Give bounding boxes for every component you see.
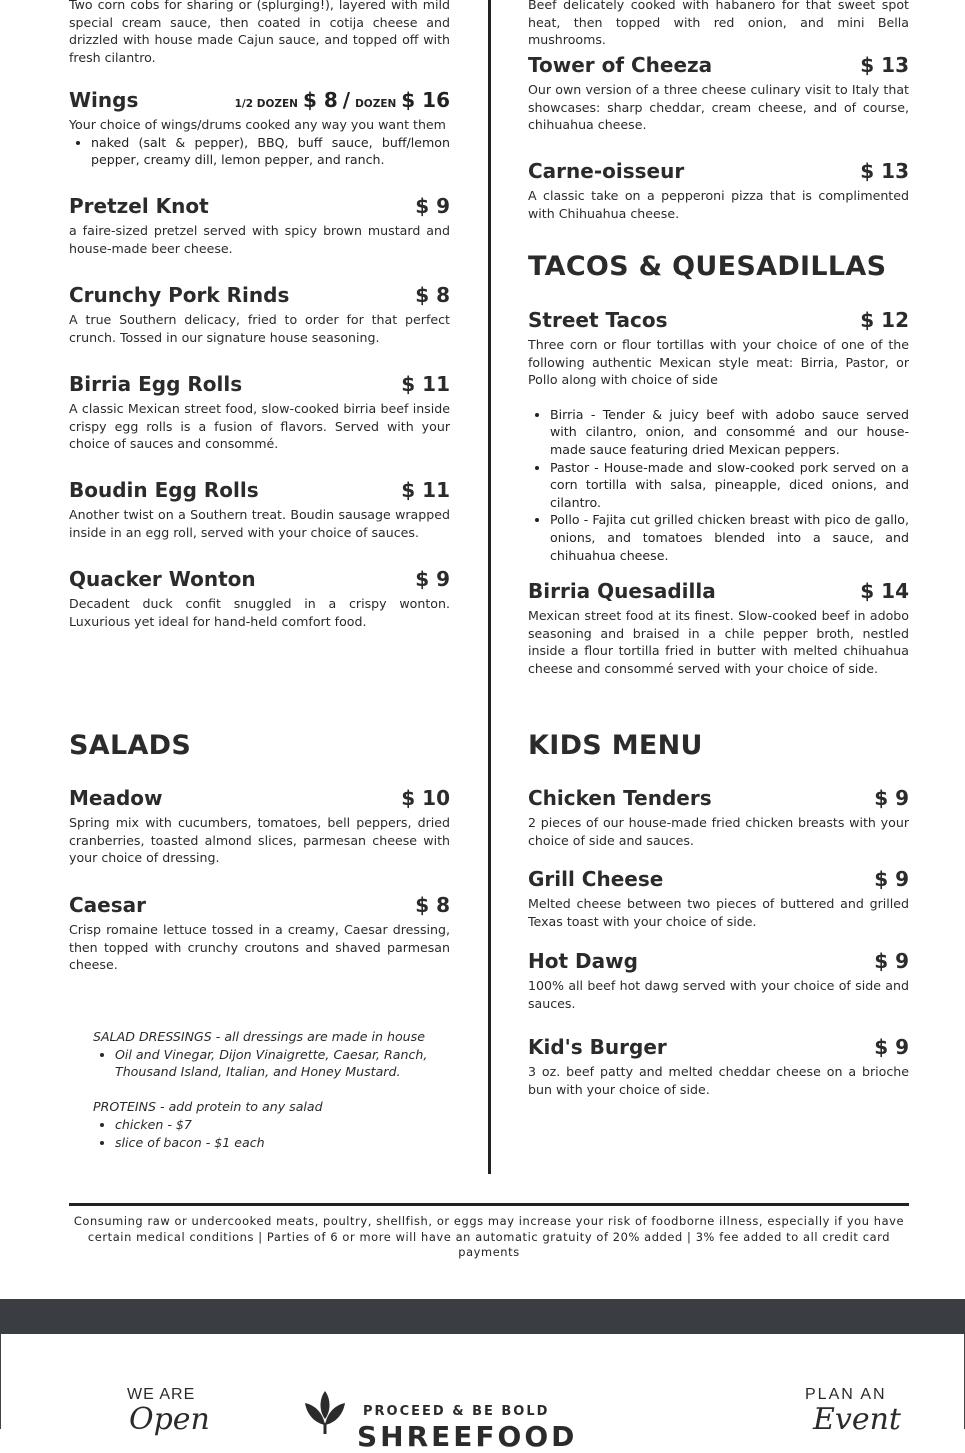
plan-an-label: PLAN AN xyxy=(805,1386,887,1403)
item-description: Our own version of a three cheese culinary visit to Italy that showcases: sharp cheddar, cream cheese, and of course, chihuahua cheese. xyxy=(528,82,909,133)
proteins-list xyxy=(93,1116,438,1151)
menu-item-street-tacos xyxy=(528,308,909,564)
dressings-heading: SALAD DRESSINGS - all dressings are made in house xyxy=(93,1029,425,1044)
item-price: $ 9 xyxy=(415,567,450,591)
menu-item-birria-egg-rolls xyxy=(69,372,450,453)
taco-meats-list xyxy=(528,406,909,564)
menu-item-hot-dawg xyxy=(528,949,909,1012)
list-item: • Pollo - Fajita cut grilled chicken breast with pico de gallo, onions, and tomatoes blended into a sauce, and chihuahua cheese. xyxy=(550,511,909,564)
item-price: $ 13 xyxy=(860,53,909,77)
footer xyxy=(0,1334,965,1453)
item-description: Beef delicately cooked with habanero for that sweet spot heat, then topped with red onion, and mini Bella mushrooms. xyxy=(528,0,909,48)
item-description: 2 pieces of our house-made fried chicken breasts with your choice of side and sauces. xyxy=(528,815,909,848)
item-price: $ 11 xyxy=(401,372,450,396)
item-name: Hot Dawg xyxy=(528,949,638,973)
menu-item-boudin-egg-rolls xyxy=(69,478,450,541)
menu-item-caesar xyxy=(69,893,450,974)
open-script-text[interactable]: Open xyxy=(129,1402,210,1437)
item-name: Quacker Wonton xyxy=(69,567,256,591)
item-description: Your choice of wings/drums cooked any way you want them xyxy=(69,117,446,132)
footer-band xyxy=(0,1299,965,1334)
item-price: $ 9 xyxy=(874,867,909,891)
half-dozen-label: 1/2 DOZEN xyxy=(234,98,298,110)
item-price: $ 9 xyxy=(874,1035,909,1059)
half-dozen-price: $ 8 xyxy=(302,88,338,112)
dressings-list xyxy=(93,1046,438,1081)
item-name: Kid's Burger xyxy=(528,1035,667,1059)
menu-item-wings xyxy=(69,88,450,169)
item-description: Spring mix with cucumbers, tomatoes, bell peppers, dried cranberries, toasted almond slices, parmesan cheese with your choice of dressing. xyxy=(69,815,450,866)
item-description: Decadent duck confit snuggled in a crispy wonton. Luxurious yet ideal for hand-held comfort food. xyxy=(69,596,450,629)
menu-item-pork-rinds xyxy=(69,283,450,346)
menu-item-meadow xyxy=(69,786,450,867)
section-title-salads: SALADS xyxy=(69,730,192,761)
bottom-rule xyxy=(69,1203,909,1206)
item-name: Birria Quesadilla xyxy=(528,579,716,603)
item-price: $ 9 xyxy=(415,194,450,218)
salad-notes xyxy=(93,1028,438,1151)
wings-options-list xyxy=(69,134,450,169)
item-name: Pretzel Knot xyxy=(69,194,209,218)
menu-item-quacker-wonton xyxy=(69,567,450,630)
item-name: Carne-oisseur xyxy=(528,159,685,183)
item-description: A classic take on a pepperoni pizza that is complimented with Chihuahua cheese. xyxy=(528,188,909,221)
item-price: $ 10 xyxy=(401,786,450,810)
menu-item-tower-of-cheeza xyxy=(528,53,909,134)
brand-name[interactable]: SHREEFOOD xyxy=(357,1420,578,1453)
item-price: $ 14 xyxy=(860,579,909,603)
list-item: • Oil and Vinegar, Dijon Vinaigrette, Caesar, Ranch, Thousand Island, Italian, and Honey Mustard. xyxy=(115,1046,438,1081)
brand-tagline: PROCEED & BE BOLD xyxy=(363,1404,550,1419)
list-item: • chicken - $7 xyxy=(115,1116,438,1134)
item-price: $ 9 xyxy=(874,786,909,810)
section-title-tacos-quesadillas: TACOS & QUESADILLAS xyxy=(528,251,887,282)
item-description: Two corn cobs for sharing or (splurging!), layered with mild special cream sauce, then coated in cotija cheese and drizzled with house made Cajun sauce, and topped off with fresh cilantro. xyxy=(69,0,450,65)
item-price: $ 8 xyxy=(415,893,450,917)
menu-item-birria-quesadilla xyxy=(528,579,909,677)
item-name: Birria Egg Rolls xyxy=(69,372,243,396)
proteins-heading: PROTEINS - add protein to any salad xyxy=(93,1099,323,1115)
item-description: Mexican street food at its finest. Slow-cooked beef in adobo seasoning and braised in a chile pepper broth, nestled inside a flour tortilla fried in butter with melted chihuahua cheese and consommé served with your choice of side. xyxy=(528,608,909,676)
menu-item-chicken-tenders xyxy=(528,786,909,849)
item-description: a faire-sized pretzel served with spicy brown mustard and house-made beer cheese. xyxy=(69,223,450,256)
item-price: $ 8 xyxy=(415,283,450,307)
event-script-text[interactable]: Event xyxy=(813,1402,901,1437)
item-name: Boudin Egg Rolls xyxy=(69,478,259,502)
menu-item-street-corn xyxy=(69,0,450,66)
item-name: Chicken Tenders xyxy=(528,786,712,810)
item-description: Crisp romaine lettuce tossed in a creamy, Caesar dressing, then topped with crunchy croutons and shaved parmesan cheese. xyxy=(69,922,450,973)
sprout-logo-icon xyxy=(301,1389,349,1434)
dozen-price: $ 16 xyxy=(401,88,450,112)
price-separator: / xyxy=(342,88,351,112)
item-description: A classic Mexican street food, slow-cooked birria beef inside crispy egg rolls is a fusion of flavors. Served with your choice of sauces and consommé. xyxy=(69,401,450,452)
section-title-kids-menu: KIDS MENU xyxy=(528,730,703,761)
item-description: Melted cheese between two pieces of buttered and grilled Texas toast with your choice of side. xyxy=(528,896,909,929)
food-safety-disclaimer: Consuming raw or undercooked meats, poultry, shellfish, or eggs may increase your risk of foodborne illness, especially if you have certain medical conditions | Parties of 6 or more will have an automatic gratuity of 20% added | 3% fee added to all credit card payments xyxy=(73,1214,905,1260)
item-price: $ 13 xyxy=(860,159,909,183)
item-name: Caesar xyxy=(69,893,147,917)
item-description: Another twist on a Southern treat. Boudin sausage wrapped inside in an egg roll, served with your choice of sauces. xyxy=(69,507,450,540)
item-name: Street Tacos xyxy=(528,308,668,332)
item-name: Meadow xyxy=(69,786,163,810)
item-name: Wings xyxy=(69,88,139,112)
dozen-label: DOZEN xyxy=(355,98,397,110)
list-item: • naked (salt & pepper), BBQ, buff sauce, buff/lemon pepper, creamy dill, lemon pepper, and ranch. xyxy=(91,134,450,169)
item-price: $ 11 xyxy=(401,478,450,502)
wings-price-group xyxy=(235,88,450,112)
item-name: Tower of Cheeza xyxy=(528,53,713,77)
menu-item-habanero xyxy=(528,0,909,49)
menu-item-kids-burger xyxy=(528,1035,909,1098)
item-name: Grill Cheese xyxy=(528,867,664,891)
we-are-label: WE ARE xyxy=(127,1386,196,1403)
list-item: • slice of bacon - $1 each xyxy=(115,1134,438,1152)
menu-item-carne-oisseur xyxy=(528,159,909,222)
item-description: 100% all beef hot dawg served with your choice of side and sauces. xyxy=(528,978,909,1011)
item-description: Three corn or flour tortillas with your choice of one of the following authentic Mexican style meat: Birria, Pastor, or Pollo along with choice of side xyxy=(528,337,909,388)
column-divider xyxy=(488,0,491,1174)
item-price: $ 12 xyxy=(860,308,909,332)
item-description: A true Southern delicacy, fried to order for that perfect crunch. Tossed in our signature house seasoning. xyxy=(69,312,450,345)
menu-item-pretzel xyxy=(69,194,450,257)
item-name: Crunchy Pork Rinds xyxy=(69,283,290,307)
list-item: • Birria - Tender & juicy beef with adobo sauce served with cilantro, onion, and consommé and our house-made sauce featuring dried Mexican peppers. xyxy=(550,406,909,459)
list-item: • Pastor - House-made and slow-cooked pork served on a corn tortilla with salsa, pineapple, diced onions, and cilantro. xyxy=(550,459,909,512)
menu-item-grill-cheese xyxy=(528,867,909,930)
item-description: 3 oz. beef patty and melted cheddar cheese on a brioche bun with your choice of side. xyxy=(528,1064,909,1097)
item-price: $ 9 xyxy=(874,949,909,973)
